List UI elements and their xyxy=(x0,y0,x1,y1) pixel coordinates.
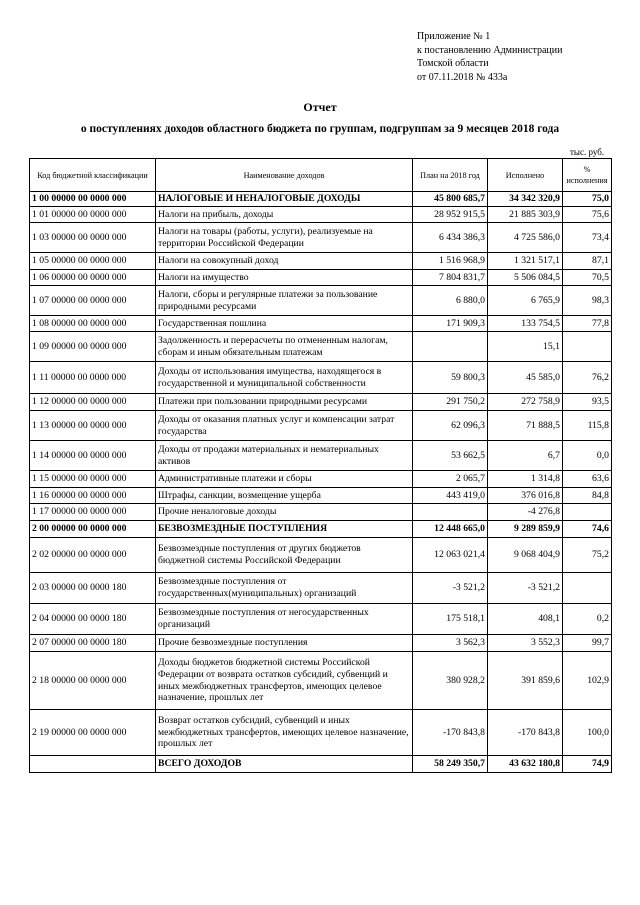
pct-cell: 115,8 xyxy=(563,411,612,441)
done-cell: 1 314,8 xyxy=(488,471,563,488)
plan-cell: 12 063 021,4 xyxy=(413,538,488,573)
done-cell: 5 506 084,5 xyxy=(488,270,563,286)
table-row xyxy=(30,192,612,207)
done-cell: 3 552,3 xyxy=(488,635,563,652)
code-cell: 2 19 00000 00 0000 000 xyxy=(30,710,156,756)
table-row xyxy=(30,441,612,471)
appendix-line: Томской области xyxy=(417,58,489,69)
name-cell: Государственная пошлина xyxy=(156,316,413,332)
plan-cell: 175 518,1 xyxy=(413,604,488,635)
table-row xyxy=(30,635,612,652)
code-cell xyxy=(30,756,156,773)
code-cell: 2 00 00000 00 0000 000 xyxy=(30,521,156,538)
name-cell: БЕЗВОЗМЕЗДНЫЕ ПОСТУПЛЕНИЯ xyxy=(156,521,413,538)
plan-cell xyxy=(413,504,488,521)
done-cell: 45 585,0 xyxy=(488,362,563,394)
pct-cell: 74,6 xyxy=(563,521,612,538)
code-cell: 2 18 00000 00 0000 000 xyxy=(30,652,156,710)
name-cell: Возврат остатков субсидий, субвенций и иных межбюджетных трансфертов, имеющих целевое назначение, прошлых лет xyxy=(156,710,413,756)
done-cell: 4 725 586,0 xyxy=(488,223,563,253)
table-row xyxy=(30,207,612,223)
table-row xyxy=(30,538,612,573)
plan-cell: 291 750,2 xyxy=(413,394,488,411)
plan-cell: 12 448 665,0 xyxy=(413,521,488,538)
name-cell: ВСЕГО ДОХОДОВ xyxy=(156,756,413,773)
name-cell: Безвозмездные поступления от негосударственных организаций xyxy=(156,604,413,635)
table-row xyxy=(30,652,612,710)
done-cell: 71 888,5 xyxy=(488,411,563,441)
pct-cell: 77,8 xyxy=(563,316,612,332)
appendix-line: к постановлению Администрации xyxy=(417,44,563,56)
name-cell: Безвозмездные поступления от других бюджетов бюджетной системы Российской Федерации xyxy=(156,538,413,573)
pct-cell: 84,8 xyxy=(563,488,612,504)
table-row xyxy=(30,471,612,488)
pct-cell: 102,9 xyxy=(563,652,612,710)
report-subtitle: о поступлениях доходов областного бюджета по группам, подгруппам за 9 месяцев 2018 года xyxy=(80,123,560,135)
pct-cell: 100,0 xyxy=(563,710,612,756)
code-cell: 1 12 00000 00 0000 000 xyxy=(30,394,156,411)
name-cell: Прочие неналоговые доходы xyxy=(156,504,413,521)
pct-cell: 75,0 xyxy=(563,192,612,207)
code-cell: 2 04 00000 00 0000 180 xyxy=(30,604,156,635)
pct-cell: 74,9 xyxy=(563,756,612,773)
name-cell: Налоги на товары (работы, услуги), реализуемые на территории Российской Федерации xyxy=(156,223,413,253)
code-cell: 1 01 00000 00 0000 000 xyxy=(30,207,156,223)
table-row xyxy=(30,223,612,253)
table-row xyxy=(30,573,612,604)
name-cell: Платежи при пользовании природными ресурсами xyxy=(156,394,413,411)
pct-cell: 87,1 xyxy=(563,253,612,270)
plan-cell: 171 909,3 xyxy=(413,316,488,332)
name-cell: Налоги на прибыль, доходы xyxy=(156,207,413,223)
name-cell: Налоги на совокупный доход xyxy=(156,253,413,270)
units-label: тыс. руб. xyxy=(570,147,605,157)
pct-cell: 73,4 xyxy=(563,223,612,253)
pct-cell: 93,5 xyxy=(563,394,612,411)
report-title: Отчет xyxy=(303,100,337,114)
table-row xyxy=(30,270,612,286)
code-cell: 1 17 00000 00 0000 000 xyxy=(30,504,156,521)
code-cell: 2 03 00000 00 0000 180 xyxy=(30,573,156,604)
header-name: Наименование доходов xyxy=(156,159,413,192)
done-cell: 272 758,9 xyxy=(488,394,563,411)
table-row xyxy=(30,253,612,270)
table-row xyxy=(30,604,612,635)
name-cell: Налоги, сборы и регулярные платежи за пользование природными ресурсами xyxy=(156,286,413,316)
done-cell: 1 321 517,1 xyxy=(488,253,563,270)
plan-cell xyxy=(413,332,488,362)
name-cell: Доходы от оказания платных услуг и компенсации затрат государства xyxy=(156,411,413,441)
done-cell: 6,7 xyxy=(488,441,563,471)
done-cell: 133 754,5 xyxy=(488,316,563,332)
header-plan: План на 2018 год xyxy=(413,159,488,192)
pct-cell: 76,2 xyxy=(563,362,612,394)
code-cell: 2 07 00000 00 0000 180 xyxy=(30,635,156,652)
pct-cell: 75,2 xyxy=(563,538,612,573)
pct-cell: 98,3 xyxy=(563,286,612,316)
plan-cell: 53 662,5 xyxy=(413,441,488,471)
name-cell: Налоги на имущество xyxy=(156,270,413,286)
code-cell: 1 06 00000 00 0000 000 xyxy=(30,270,156,286)
table-row xyxy=(30,504,612,521)
done-cell: -4 276,8 xyxy=(488,504,563,521)
done-cell: -170 843,8 xyxy=(488,710,563,756)
pct-cell: 99,7 xyxy=(563,635,612,652)
table-header-row xyxy=(30,159,612,192)
done-cell: 376 016,8 xyxy=(488,488,563,504)
table-row xyxy=(30,488,612,504)
done-cell: 9 289 859,9 xyxy=(488,521,563,538)
plan-cell: -3 521,2 xyxy=(413,573,488,604)
plan-cell: 6 434 386,3 xyxy=(413,223,488,253)
table-row xyxy=(30,710,612,756)
code-cell: 1 07 00000 00 0000 000 xyxy=(30,286,156,316)
plan-cell: -170 843,8 xyxy=(413,710,488,756)
name-cell: Доходы от использования имущества, находящегося в государственной и муниципальной собственности xyxy=(156,362,413,394)
plan-cell: 62 096,3 xyxy=(413,411,488,441)
table-row xyxy=(30,362,612,394)
header-pct: % исполнения xyxy=(563,159,612,192)
pct-cell: 70,5 xyxy=(563,270,612,286)
table-body xyxy=(30,192,612,773)
done-cell: 34 342 320,9 xyxy=(488,192,563,207)
code-cell: 1 15 00000 00 0000 000 xyxy=(30,471,156,488)
pct-cell: 63,6 xyxy=(563,471,612,488)
name-cell: Доходы от продажи материальных и нематериальных активов xyxy=(156,441,413,471)
code-cell: 1 00 00000 00 0000 000 xyxy=(30,192,156,207)
plan-cell: 59 800,3 xyxy=(413,362,488,394)
done-cell: 6 765,9 xyxy=(488,286,563,316)
code-cell: 1 03 00000 00 0000 000 xyxy=(30,223,156,253)
table-row xyxy=(30,521,612,538)
code-cell: 1 11 00000 00 0000 000 xyxy=(30,362,156,394)
code-cell: 1 13 00000 00 0000 000 xyxy=(30,411,156,441)
code-cell: 2 02 00000 00 0000 000 xyxy=(30,538,156,573)
income-table xyxy=(29,158,612,773)
plan-cell: 58 249 350,7 xyxy=(413,756,488,773)
done-cell: 43 632 180,8 xyxy=(488,756,563,773)
pct-cell: 0,0 xyxy=(563,441,612,471)
name-cell: НАЛОГОВЫЕ И НЕНАЛОГОВЫЕ ДОХОДЫ xyxy=(156,192,413,207)
name-cell: Доходы бюджетов бюджетной системы Российской Федерации от возврата остатков субсидий, субвенций и иных межбюджетных трансфертов, имеющих целевое назначение, прошлых лет xyxy=(156,652,413,710)
plan-cell: 45 800 685,7 xyxy=(413,192,488,207)
done-cell: -3 521,2 xyxy=(488,573,563,604)
pct-cell xyxy=(563,504,612,521)
name-cell: Задолженность и перерасчеты по отмененным налогам, сборам и иным обязательным платежам xyxy=(156,332,413,362)
table-row xyxy=(30,411,612,441)
plan-cell: 2 065,7 xyxy=(413,471,488,488)
header-code: Код бюджетной классификации xyxy=(30,159,156,192)
appendix-line: Приложение № 1 xyxy=(417,31,491,42)
plan-cell: 28 952 915,5 xyxy=(413,207,488,223)
code-cell: 1 16 00000 00 0000 000 xyxy=(30,488,156,504)
code-cell: 1 14 00000 00 0000 000 xyxy=(30,441,156,471)
table-row xyxy=(30,756,612,773)
name-cell: Прочие безвозмездные поступления xyxy=(156,635,413,652)
code-cell: 1 09 00000 00 0000 000 xyxy=(30,332,156,362)
pct-cell: 75,6 xyxy=(563,207,612,223)
name-cell: Безвозмездные поступления от государственных(муниципальных) организаций xyxy=(156,573,413,604)
plan-cell: 380 928,2 xyxy=(413,652,488,710)
done-cell: 15,1 xyxy=(488,332,563,362)
done-cell: 9 068 404,9 xyxy=(488,538,563,573)
table-row xyxy=(30,286,612,316)
code-cell: 1 05 00000 00 0000 000 xyxy=(30,253,156,270)
pct-cell xyxy=(563,332,612,362)
appendix-line: от 07.11.2018 № 433а xyxy=(417,71,508,83)
table-row xyxy=(30,394,612,411)
plan-cell: 1 516 968,9 xyxy=(413,253,488,270)
pct-cell xyxy=(563,573,612,604)
plan-cell: 7 804 831,7 xyxy=(413,270,488,286)
plan-cell: 3 562,3 xyxy=(413,635,488,652)
name-cell: Административные платежи и сборы xyxy=(156,471,413,488)
plan-cell: 6 880,0 xyxy=(413,286,488,316)
done-cell: 21 885 303,9 xyxy=(488,207,563,223)
pct-cell: 0,2 xyxy=(563,604,612,635)
appendix-block xyxy=(417,30,563,84)
done-cell: 391 859,6 xyxy=(488,652,563,710)
header-done: Исполнено xyxy=(488,159,563,192)
table-row xyxy=(30,316,612,332)
name-cell: Штрафы, санкции, возмещение ущерба xyxy=(156,488,413,504)
code-cell: 1 08 00000 00 0000 000 xyxy=(30,316,156,332)
plan-cell: 443 419,0 xyxy=(413,488,488,504)
done-cell: 408,1 xyxy=(488,604,563,635)
table-row xyxy=(30,332,612,362)
